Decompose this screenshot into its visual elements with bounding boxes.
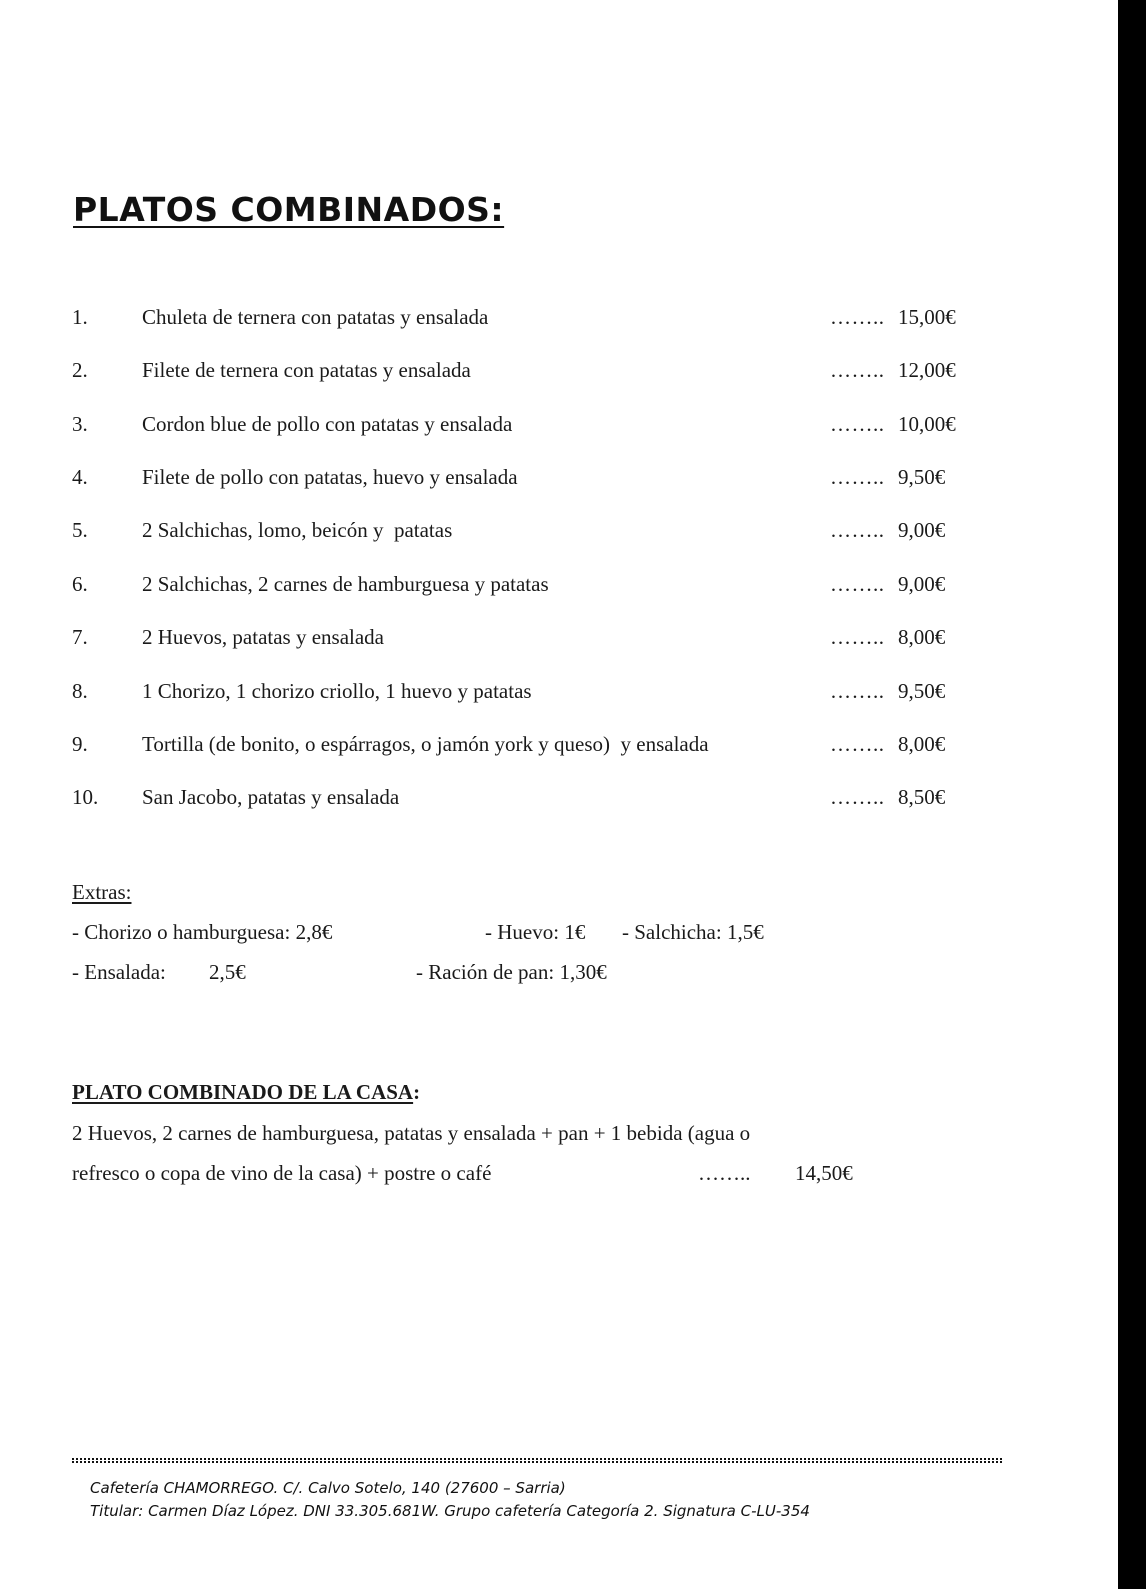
item-leader-dots: …….. xyxy=(830,732,885,756)
page-edge-bar xyxy=(1118,0,1146,1589)
item-price: 10,00€ xyxy=(898,412,956,436)
item-number: 7. xyxy=(72,625,88,649)
extra-salchicha: - Salchicha: 1,5€ xyxy=(622,920,764,944)
item-leader-dots: …….. xyxy=(830,358,885,382)
extra-huevo: - Huevo: 1€ xyxy=(485,920,586,944)
item-number: 6. xyxy=(72,572,88,596)
item-leader-dots: …….. xyxy=(830,412,885,436)
house-heading xyxy=(72,1077,420,1107)
item-price: 9,50€ xyxy=(898,465,946,489)
item-name: 2 Salchichas, lomo, beicón y patatas xyxy=(142,518,453,542)
house-description-line-1: 2 Huevos, 2 carnes de hamburguesa, patatas y ensalada + pan + 1 bebida (agua o xyxy=(72,1121,751,1145)
item-name: San Jacobo, patatas y ensalada xyxy=(142,785,400,809)
item-name: Chuleta de ternera con patatas y ensalada xyxy=(142,305,489,329)
item-price: 8,00€ xyxy=(898,732,946,756)
house-leader-dots: …….. xyxy=(698,1161,751,1185)
item-name: Filete de ternera con patatas y ensalada xyxy=(142,358,471,382)
item-number: 2. xyxy=(72,358,88,382)
item-price: 8,50€ xyxy=(898,785,946,809)
item-name: 1 Chorizo, 1 chorizo criollo, 1 huevo y patatas xyxy=(142,679,532,703)
item-leader-dots: …….. xyxy=(830,679,885,703)
item-leader-dots: …….. xyxy=(830,625,885,649)
house-heading-text: PLATO COMBINADO DE LA CASA xyxy=(72,1080,414,1104)
item-price: 9,00€ xyxy=(898,572,946,596)
extra-chorizo: - Chorizo o hamburguesa: 2,8€ xyxy=(72,920,333,944)
item-name: Cordon blue de pollo con patatas y ensalada xyxy=(142,412,513,436)
menu-item xyxy=(0,355,1100,385)
item-name: 2 Huevos, patatas y ensalada xyxy=(142,625,385,649)
footer-address: Cafetería CHAMORREGO. C/. Calvo Sotelo, 140 (27600 – Sarria) xyxy=(90,1479,566,1497)
menu-item xyxy=(0,302,1100,332)
item-leader-dots: …….. xyxy=(830,305,885,329)
item-name: 2 Salchichas, 2 carnes de hamburguesa y patatas xyxy=(142,572,549,596)
footer-divider xyxy=(72,1458,1002,1460)
house-heading-colon: : xyxy=(413,1080,421,1104)
item-number: 1. xyxy=(72,305,88,329)
item-leader-dots: …….. xyxy=(830,465,885,489)
extra-ensalada-label: - Ensalada: xyxy=(72,960,166,984)
footer-divider xyxy=(72,1461,1002,1463)
item-price: 9,50€ xyxy=(898,679,946,703)
menu-item xyxy=(0,782,1100,812)
item-name: Filete de pollo con patatas, huevo y ensalada xyxy=(142,465,518,489)
menu-item xyxy=(0,622,1100,652)
item-number: 8. xyxy=(72,679,88,703)
menu-item xyxy=(0,676,1100,706)
house-description-line-2: refresco o copa de vino de la casa) + postre o café xyxy=(72,1161,492,1185)
item-leader-dots: …….. xyxy=(830,785,885,809)
item-number: 3. xyxy=(72,412,88,436)
extra-pan: - Ración de pan: 1,30€ xyxy=(416,960,607,984)
item-price: 12,00€ xyxy=(898,358,956,382)
menu-item xyxy=(0,569,1100,599)
item-leader-dots: …….. xyxy=(830,518,885,542)
house-price: 14,50€ xyxy=(795,1161,853,1185)
item-price: 9,00€ xyxy=(898,518,946,542)
item-price: 15,00€ xyxy=(898,305,956,329)
item-price: 8,00€ xyxy=(898,625,946,649)
item-number: 5. xyxy=(72,518,88,542)
extra-ensalada-price: 2,5€ xyxy=(209,960,246,984)
item-name: Tortilla (de bonito, o espárragos, o jamón york y queso) y ensalada xyxy=(142,732,709,756)
footer-owner: Titular: Carmen Díaz López. DNI 33.305.681W. Grupo cafetería Categoría 2. Signatura C-LU-354 xyxy=(90,1502,810,1520)
item-number: 10. xyxy=(72,785,99,809)
menu-item xyxy=(0,462,1100,492)
item-number: 4. xyxy=(72,465,88,489)
item-number: 9. xyxy=(72,732,88,756)
menu-item xyxy=(0,409,1100,439)
page-title: PLATOS COMBINADOS: xyxy=(73,190,505,229)
menu-item xyxy=(0,729,1100,759)
item-leader-dots: …….. xyxy=(830,572,885,596)
extras-label: Extras: xyxy=(72,880,132,904)
menu-item xyxy=(0,515,1100,545)
